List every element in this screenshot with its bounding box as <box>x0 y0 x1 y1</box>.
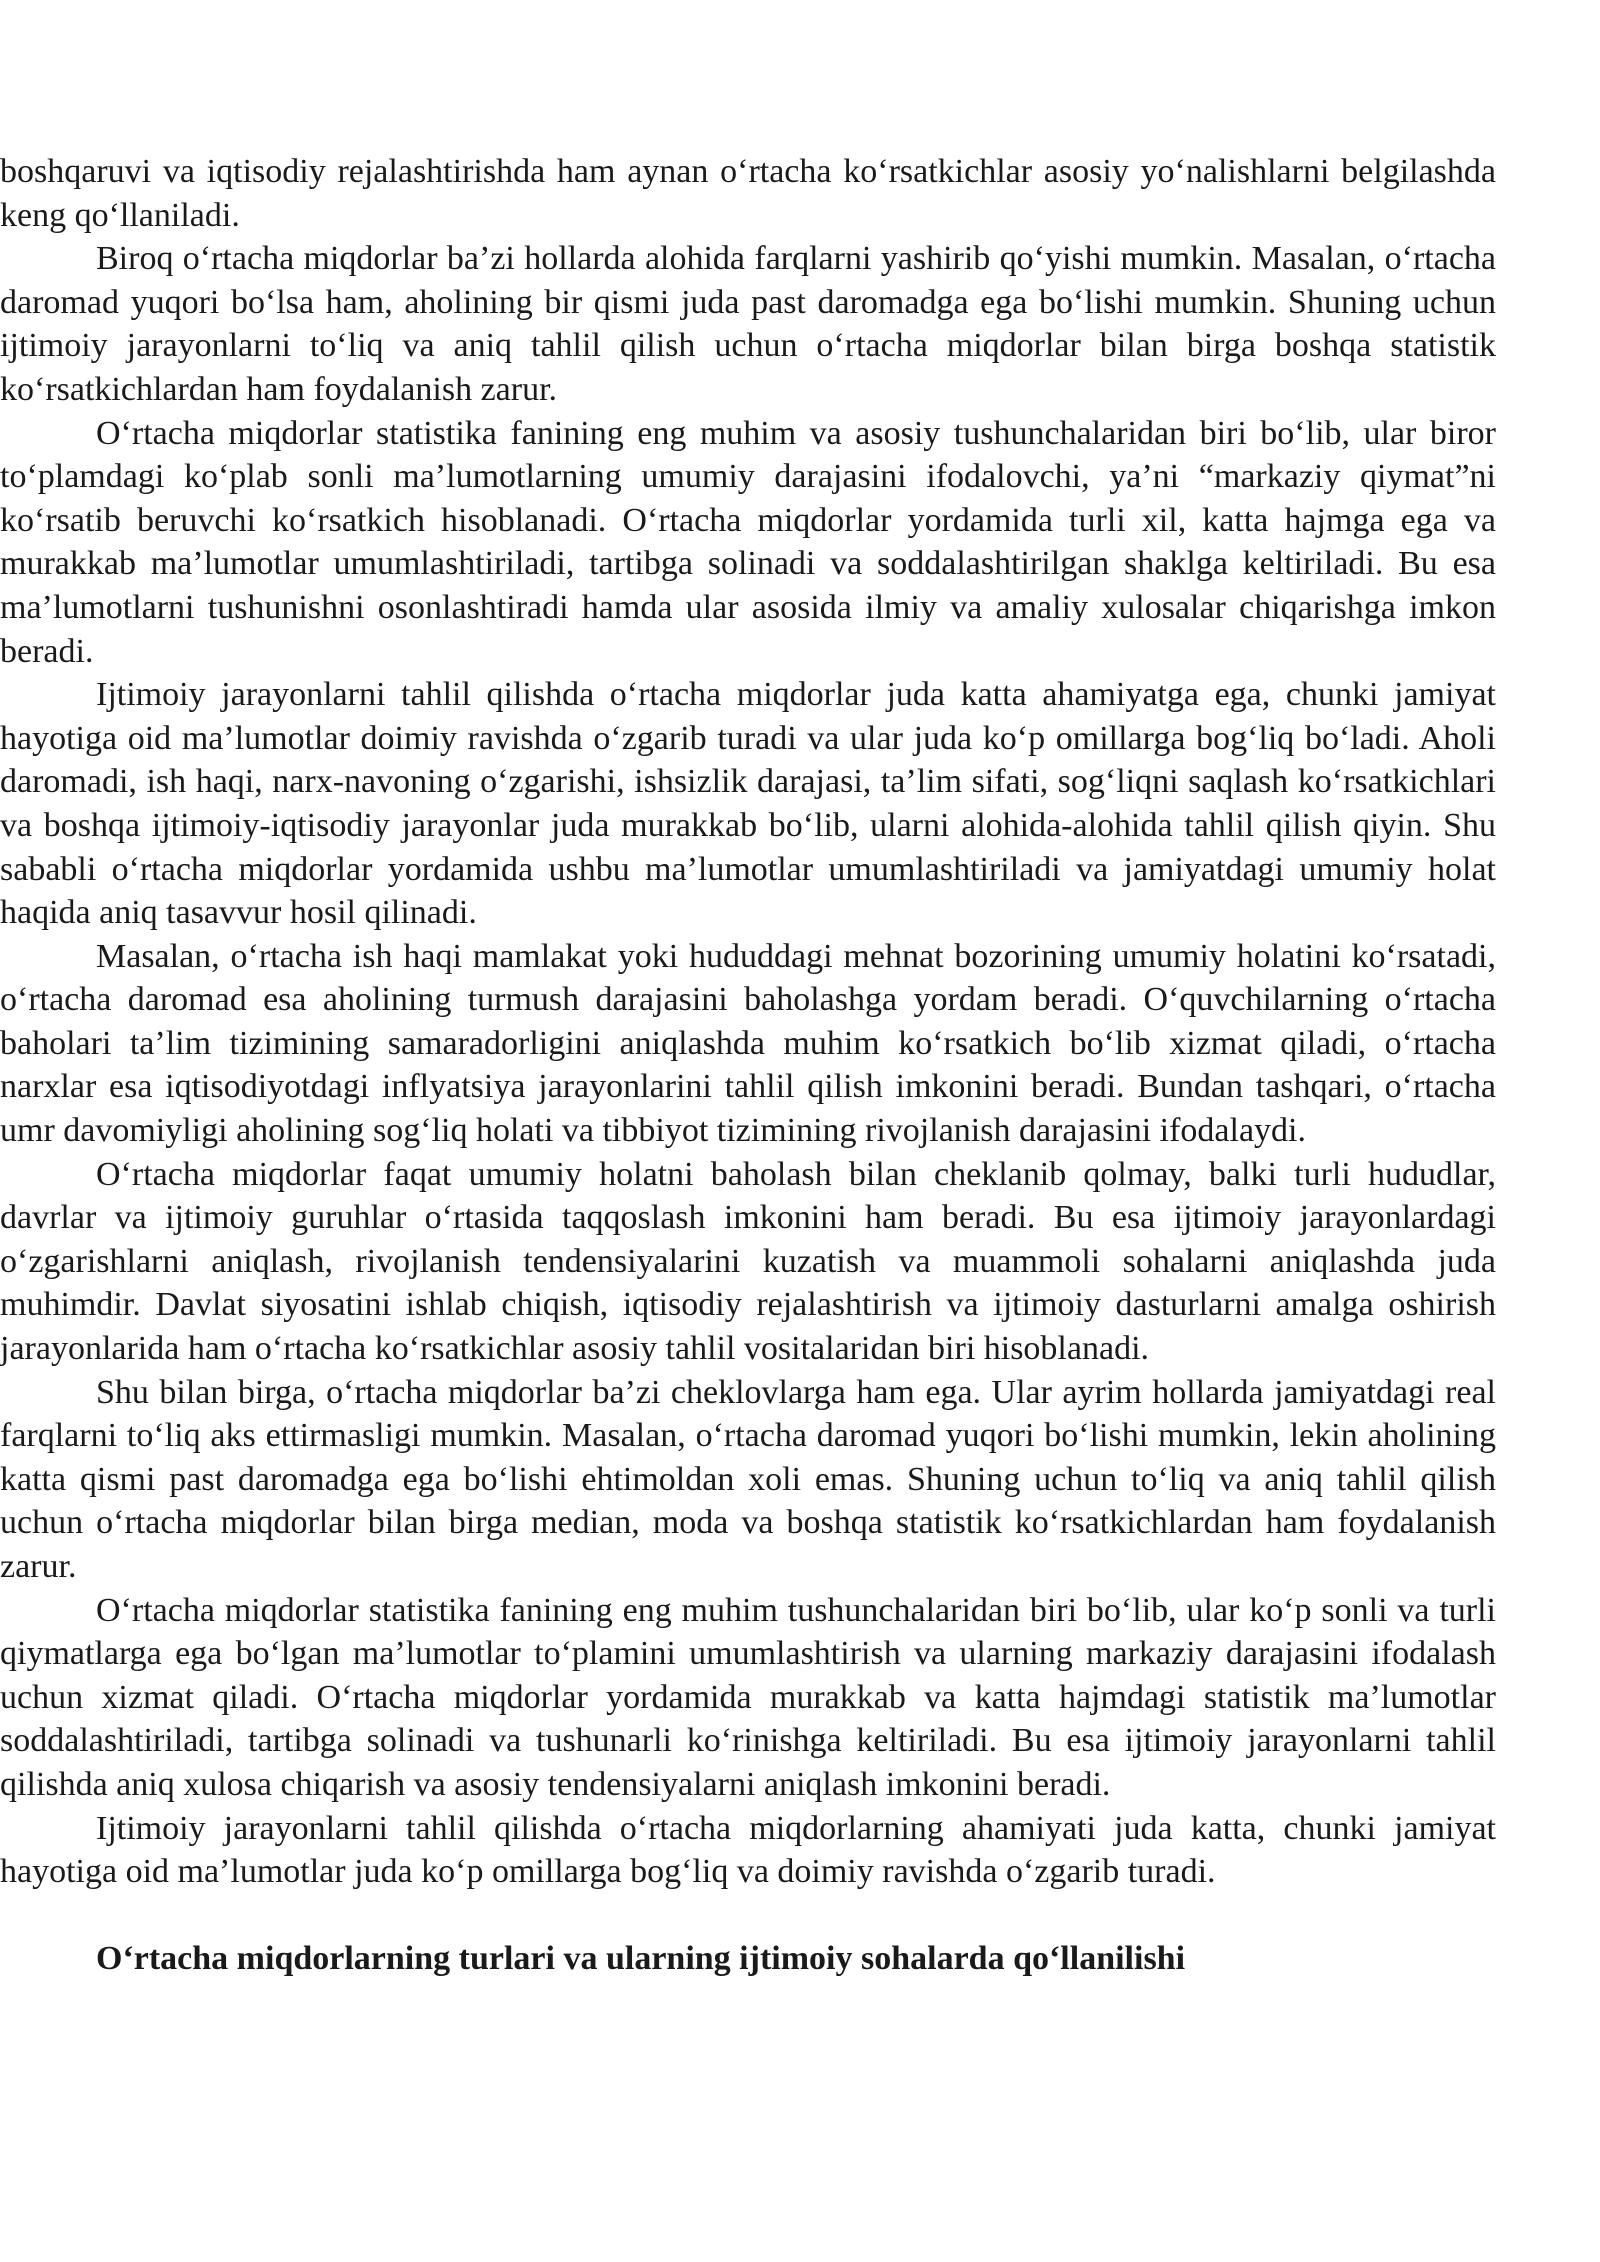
paragraph-5: Masalan, o‘rtacha ish haqi mamlakat yoki hududdagi mehnat bozorining umumiy holatini ko‘rsatadi, o‘rtacha daromad esa aholining turmush darajasini baholashga yordam beradi. O‘quvchilarning o‘rtacha baholari ta’lim tizimining samaradorligini aniqlashda muhim ko‘rsatkich bo‘lib xizmat qiladi, o‘rtacha narxlar esa iqtisodiyotdagi inflyatsiya jarayonlarini tahlil qilish imkonini beradi. Bundan tashqari, o‘rtacha umr davomiyligi aholining sog‘liq holati va tibbiyot tizimining rivojlanish darajasini ifodalaydi. <box>0 937 1496 1150</box>
paragraph-2: Biroq o‘rtacha miqdorlar ba’zi hollarda alohida farqlarni yashirib qo‘yishi mumkin. Masalan, o‘rtacha daromad yuqori bo‘lsa ham, aholining bir qismi juda past daromadga ega bo‘lishi mumkin. Shuning uchun ijtimoiy jarayonlarni to‘liq va aniq tahlil qilish uchun o‘rtacha miqdorlar bilan birga boshqa statistik ko‘rsatkichlardan ham foydalanish zarur. <box>0 240 1496 408</box>
paragraph-7: Shu bilan birga, o‘rtacha miqdorlar ba’zi cheklovlarga ham ega. Ular ayrim hollarda jamiyatdagi real farqlarni to‘liq aks ettirmasligi mumkin. Masalan, o‘rtacha daromad yuqori bo‘lishi mumkin, lekin aholining katta qismi past daromadga ega bo‘lishi ehtimoldan xoli emas. Shuning uchun to‘liq va aniq tahlil qilish uchun o‘rtacha miqdorlar bilan birga median, moda va boshqa statistik ko‘rsatkichlardan ham foydalanish zarur. <box>0 1373 1496 1585</box>
section-heading: O‘rtacha miqdorlarning turlari va ularning ijtimoiy sohalarda qo‘llanilishi <box>96 1939 1186 1977</box>
document-page <box>0 150 1496 1980</box>
paragraph-8: O‘rtacha miqdorlar statistika fanining eng muhim tushunchalaridan biri bo‘lib, ular ko‘p sonli va turli qiymatlarga ega bo‘lgan ma’lumotlar to‘plamini umumlashtirish va ularning markaziy darajasini ifodalash uchun xizmat qiladi. O‘rtacha miqdorlar yordamida murakkab va katta hajmdagi statistik ma’lumotlar soddalashtiriladi, tartibga solinadi va tushunarli ko‘rinishga keltiriladi. Bu esa ijtimoiy jarayonlarni tahlil qilishda aniq xulosa chiqarish va asosiy tendensiyalarni aniqlash imkonini beradi. <box>0 1591 1496 1803</box>
paragraph-4: Ijtimoiy jarayonlarni tahlil qilishda o‘rtacha miqdorlar juda katta ahamiyatga ega, chunki jamiyat hayotiga oid ma’lumotlar doimiy ravishda o‘zgarib turadi va ular juda ko‘p omillarga bog‘liq bo‘ladi. Aholi daromadi, ish haqi, narx-navoning o‘zgarishi, ishsizlik darajasi, ta’lim sifati, sog‘liqni saqlash ko‘rsatkichlari va boshqa ijtimoiy-iqtisodiy jarayonlar juda murakkab bo‘lib, ularni alohida-alohida tahlil qilish qiyin. Shu sababli o‘rtacha miqdorlar yordamida ushbu ma’lumotlar umumlashtiriladi va jamiyatdagi umumiy holat haqida aniq tasavvur hosil qilinadi. <box>0 676 1496 932</box>
paragraph-3: O‘rtacha miqdorlar statistika fanining eng muhim va asosiy tushunchalaridan biri bo‘lib, ular biror to‘plamdagi ko‘plab sonli ma’lumotlarning umumiy darajasini ifodalovchi, ya’ni “markaziy qiymat”ni ko‘rsatib beruvchi ko‘rsatkich hisoblanadi. O‘rtacha miqdorlar yordamida turli xil, katta hajmga ega va murakkab ma’lumotlar umumlashtiriladi, tartibga solinadi va soddalashtirilgan shaklga keltiriladi. Bu esa ma’lumotlarni tushunishni osonlashtiradi hamda ular asosida ilmiy va amaliy xulosalar chiqarishga imkon beradi. <box>0 414 1496 670</box>
paragraph-1: boshqaruvi va iqtisodiy rejalashtirishda ham aynan o‘rtacha ko‘rsatkichlar asosiy yo‘nalishlarni belgilashda keng qo‘llaniladi. <box>0 153 1496 234</box>
paragraph-6: O‘rtacha miqdorlar faqat umumiy holatni baholash bilan cheklanib qolmay, balki turli hududlar, davrlar va ijtimoiy guruhlar o‘rtasida taqqoslash imkonini ham beradi. Bu esa ijtimoiy jarayonlardagi o‘zgarishlarni aniqlash, rivojlanish tendensiyalarini kuzatish va muammoli sohalarni aniqlashda juda muhimdir. Davlat siyosatini ishlab chiqish, iqtisodiy rejalashtirish va ijtimoiy dasturlarni amalga oshirish jarayonlarida ham o‘rtacha ko‘rsatkichlar asosiy tahlil vositalaridan biri hisoblanadi. <box>0 1155 1496 1368</box>
paragraph-9: Ijtimoiy jarayonlarni tahlil qilishda o‘rtacha miqdorlarning ahamiyati juda katta, chunki jamiyat hayotiga oid ma’lumotlar juda ko‘p omillarga bog‘liq va doimiy ravishda o‘zgarib turadi. <box>0 1809 1496 1891</box>
